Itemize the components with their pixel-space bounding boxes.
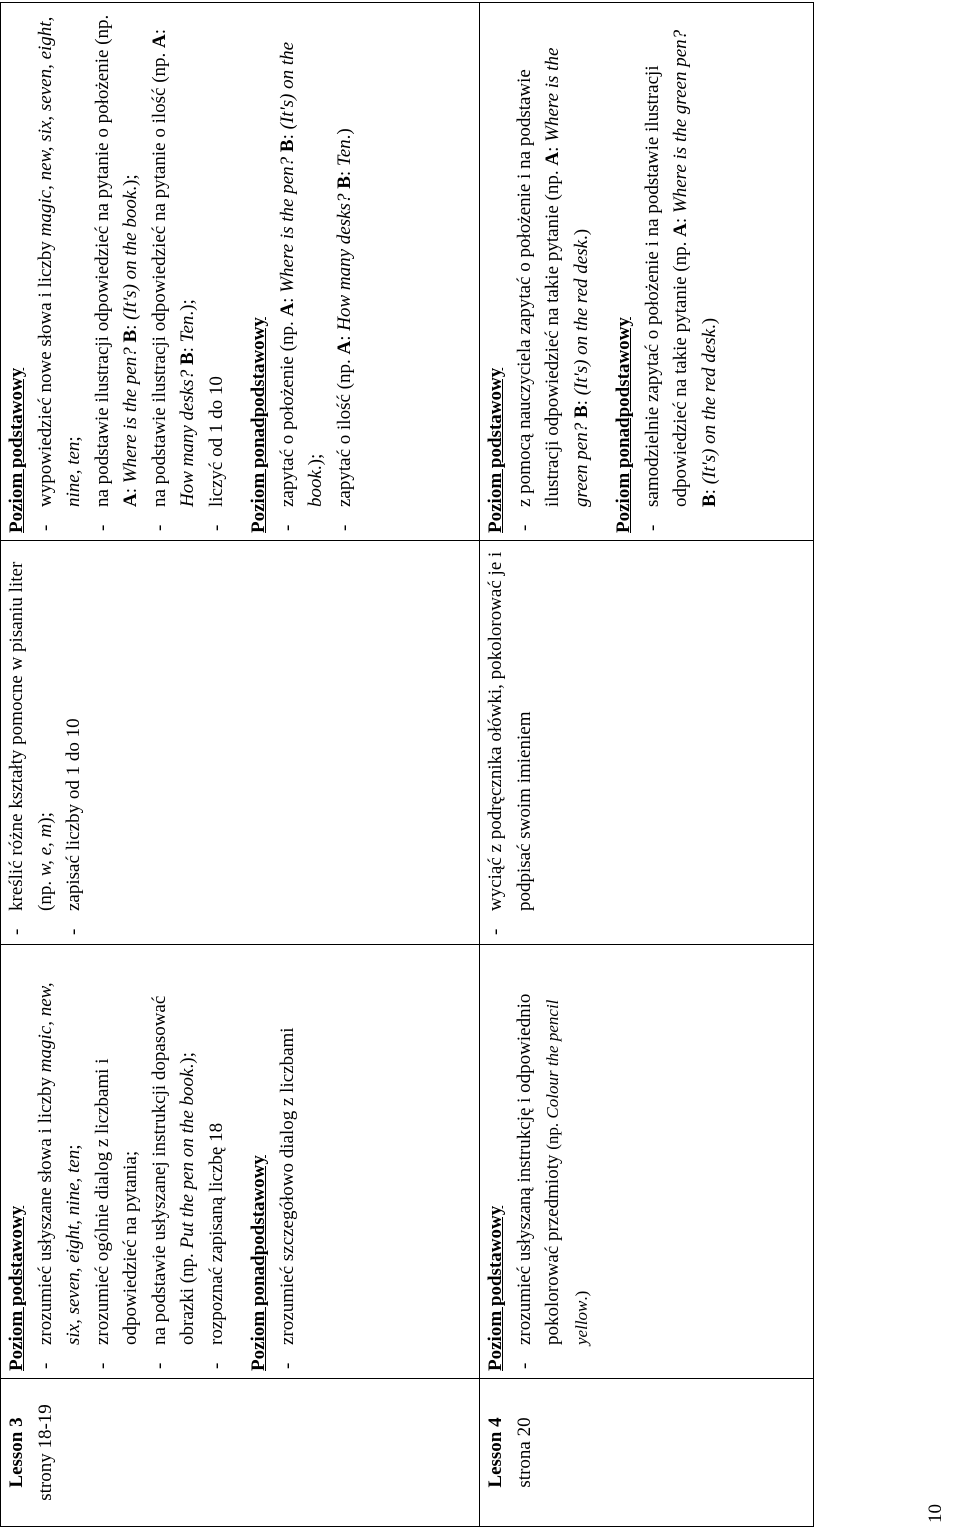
list bbox=[482, 548, 539, 937]
speaker-b: B bbox=[120, 329, 141, 343]
text: kreślić różne kształty pomocne w pisaniu liter (np. bbox=[6, 561, 56, 911]
english-text: Put the pen on the book bbox=[177, 1068, 198, 1249]
english-text: (It's) on the red desk bbox=[698, 328, 720, 485]
lesson-cell bbox=[1, 1379, 480, 1527]
text: : bbox=[698, 484, 720, 495]
lesson-title: Lesson 3 bbox=[6, 1417, 27, 1488]
text: .) bbox=[570, 228, 592, 240]
english-text: Where is the green pen? bbox=[670, 29, 691, 214]
speaking-cell bbox=[1, 3, 480, 541]
list-item bbox=[146, 10, 203, 533]
list bbox=[274, 10, 360, 533]
text: ; bbox=[63, 1144, 84, 1150]
list-item bbox=[3, 548, 60, 937]
lesson-title: Lesson 4 bbox=[485, 1417, 506, 1488]
text: .); bbox=[177, 299, 198, 316]
text: .); bbox=[177, 1052, 198, 1069]
speaker-b: B bbox=[276, 139, 298, 153]
english-text: How many desks? bbox=[333, 188, 355, 331]
level-heading: Poziom podstawowy bbox=[6, 367, 27, 533]
text: : bbox=[542, 141, 563, 152]
speaker-b: B bbox=[570, 405, 592, 418]
list-item: - zrozumieć ogólnie dialog z liczbami i odpowiedzieć na pytania; bbox=[89, 952, 146, 1371]
lesson-pages: strony 18-19 bbox=[34, 1404, 56, 1501]
text: zapytać o położenie (np. bbox=[276, 316, 298, 507]
list-item: - zapisać liczby od 1 do 10 bbox=[60, 548, 89, 937]
level-heading: Poziom ponadpodstawowy bbox=[613, 317, 634, 533]
english-text: (It's) on the book bbox=[120, 190, 141, 320]
list-item: - wyciąć z podręcznika ołówki, pokolorować je i podpisać swoim imieniem bbox=[482, 548, 539, 937]
list bbox=[32, 10, 232, 533]
level-heading: Poziom podstawowy bbox=[485, 1205, 506, 1371]
speaker-a: A bbox=[670, 223, 691, 237]
list bbox=[32, 952, 232, 1371]
english-text: Where is the green pen? bbox=[542, 47, 592, 507]
writing-cell bbox=[480, 541, 814, 945]
text: .) bbox=[571, 1290, 591, 1301]
text: ); bbox=[34, 812, 56, 824]
list-item bbox=[511, 952, 597, 1371]
english-text: w, e, m bbox=[34, 823, 56, 877]
curriculum-table bbox=[0, 2, 814, 1527]
list-item bbox=[511, 10, 597, 533]
text: zapytać o ilość (np. bbox=[333, 354, 355, 507]
listening-cell bbox=[1, 945, 480, 1379]
text: zrozumieć usłyszaną instrukcję i odpowiednio pokolorować przedmioty bbox=[513, 993, 563, 1345]
speaking-cell bbox=[480, 3, 814, 541]
text: : bbox=[120, 483, 141, 494]
text: : bbox=[570, 395, 592, 406]
text: wypowiedzieć nowe słowa i liczby bbox=[34, 236, 56, 507]
text: : bbox=[670, 213, 691, 224]
english-text: Colour the pencil yellow bbox=[543, 999, 591, 1345]
text: : bbox=[177, 342, 198, 353]
text: .); bbox=[120, 174, 141, 191]
list bbox=[3, 548, 89, 937]
speaker-a: A bbox=[148, 34, 170, 48]
text: (np. bbox=[543, 1118, 562, 1150]
lesson-pages: strona 20 bbox=[513, 1417, 535, 1488]
list-item bbox=[146, 952, 203, 1371]
text: zrozumieć usłyszane słowa i liczby bbox=[34, 1072, 56, 1345]
listening-cell bbox=[480, 945, 814, 1379]
list bbox=[511, 10, 597, 533]
table-row-lesson-3 bbox=[1, 3, 480, 1527]
list-item: - zrozumieć szczegółowo dialog z liczbami bbox=[274, 952, 303, 1371]
text: .); bbox=[305, 453, 326, 471]
text: .) bbox=[333, 128, 355, 140]
list bbox=[639, 10, 725, 533]
speaker-b: B bbox=[698, 494, 720, 507]
writing-cell bbox=[1, 541, 480, 945]
text: : bbox=[333, 166, 355, 177]
text: z pomocą nauczyciela zapytać o położenie i na podstawie ilustracji odpowiedzieć na takie pytanie (np. bbox=[513, 69, 563, 507]
text: samodzielnie zapytać o położenie i na podstawie ilustracji odpowiedzieć na takie pytanie (np. bbox=[641, 65, 691, 507]
text: na podstawie usłyszanej instrukcji dopasować obrazki (np. bbox=[148, 995, 198, 1345]
speaker-a: A bbox=[542, 151, 563, 166]
text: : bbox=[276, 292, 298, 303]
list bbox=[274, 952, 303, 1371]
level-heading: Poziom ponadpodstawowy bbox=[248, 1155, 269, 1371]
list-item bbox=[89, 10, 146, 533]
list bbox=[511, 952, 597, 1371]
list-item bbox=[639, 10, 725, 533]
lesson-cell bbox=[480, 1379, 814, 1527]
text: na podstawie ilustracji odpowiedzieć na pytanie o położenie (np. bbox=[91, 14, 113, 507]
text: : bbox=[333, 330, 355, 341]
speaker-a: A bbox=[276, 302, 298, 317]
page-number: 10 bbox=[925, 1504, 946, 1523]
english-text: Ten bbox=[177, 315, 198, 343]
list-item bbox=[274, 10, 331, 533]
list-item: - rozpoznać zapisaną liczbę 18 bbox=[203, 952, 232, 1371]
text: : bbox=[276, 129, 298, 140]
text: : bbox=[120, 319, 141, 330]
speaker-b: B bbox=[177, 352, 198, 366]
text: .) bbox=[698, 317, 720, 329]
english-text: Where is the pen? bbox=[276, 152, 298, 293]
level-heading: Poziom podstawowy bbox=[6, 1205, 27, 1371]
speaker-a: A bbox=[120, 493, 141, 507]
list-item bbox=[331, 10, 360, 533]
english-text: How many desks? bbox=[177, 365, 198, 507]
english-text: Ten bbox=[333, 139, 355, 167]
english-text: (It's) on the book bbox=[276, 41, 326, 507]
english-text: (It's) on the red desk bbox=[570, 239, 592, 396]
text: : bbox=[148, 28, 170, 35]
text: ; bbox=[63, 436, 84, 442]
speaker-b: B bbox=[333, 176, 355, 189]
table-row-lesson-4 bbox=[480, 3, 814, 1527]
english-text: magic, new, six, seven, eight, nine, ten bbox=[34, 16, 84, 507]
list-item bbox=[32, 952, 89, 1371]
speaker-a: A bbox=[333, 340, 355, 355]
list-item: - liczyć od 1 do 10 bbox=[203, 10, 232, 533]
list-item bbox=[32, 10, 89, 533]
text: na podstawie ilustracji odpowiedzieć na pytanie o ilość (np. bbox=[148, 47, 170, 507]
english-text: magic, new, six, seven, eight, nine, ten bbox=[34, 982, 84, 1345]
english-text: Where is the pen? bbox=[120, 342, 141, 484]
level-heading: Poziom ponadpodstawowy bbox=[248, 317, 269, 533]
level-heading: Poziom podstawowy bbox=[485, 367, 506, 533]
